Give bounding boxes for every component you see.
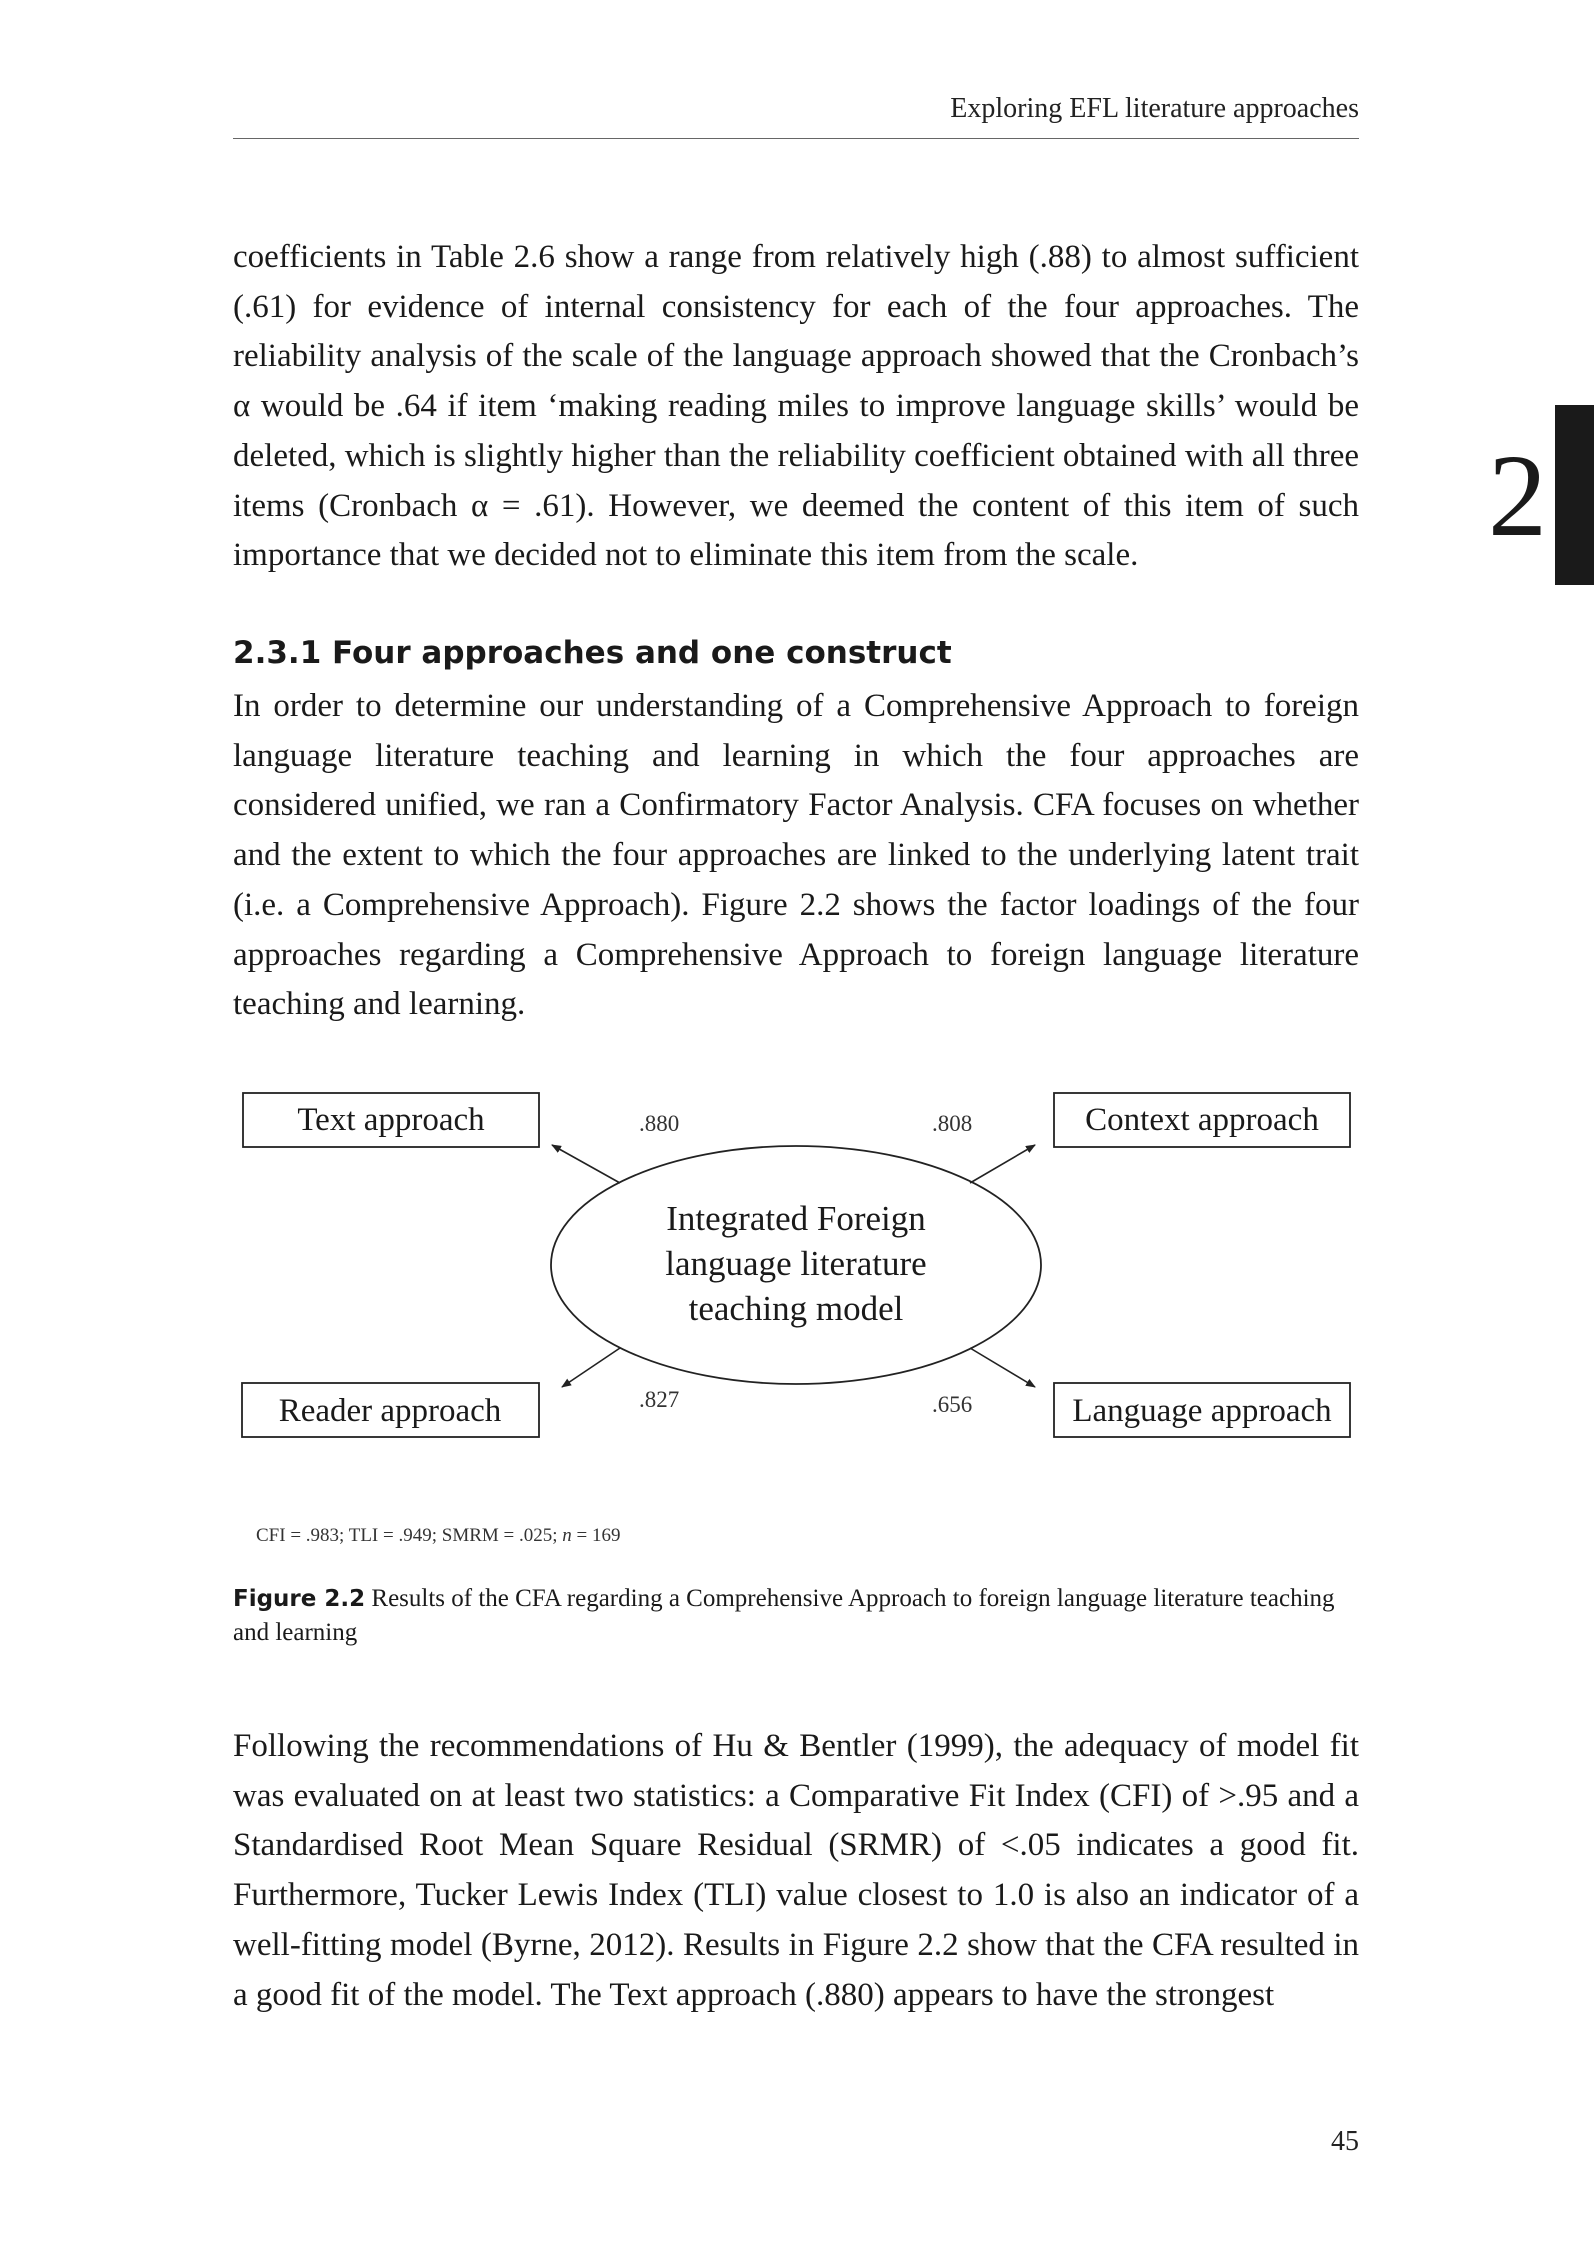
running-title: Exploring EFL literature approaches	[950, 93, 1359, 124]
arrow-to-text-approach	[552, 1145, 620, 1183]
reader-approach-label: Reader approach	[278, 1393, 502, 1429]
sample-size-value: = 169	[571, 1525, 621, 1546]
figure-caption-label: Figure 2.2	[233, 1586, 366, 1612]
paragraph-reliability: coefficients in Table 2.6 show a range from relatively high (.88) to almost sufficient (.61) for evidence of internal consistency for each of the four approaches. The reliability analysis of the scale of the language approach showed that the Cronbach’s α would be .64 if item ‘making reading miles to improve language skills’ would be deleted, which is slightly higher than the reliability coefficient obtained with all three items (Cronbach α = .61). However, we deemed the content of this item of such importance that we decided not to eliminate this item from the scale.	[233, 239, 1359, 574]
paragraph-cfa-intro: In order to determine our understanding of a Comprehensive Approach to foreign language literature teaching and learning in which the four approaches are considered unified, we ran a Confirmatory Factor Analysis. CFA focuses on whether and the extent to which the four approaches are linked to the underlying latent trait (i.e. a Comprehensive Approach). Figure 2.2 shows the factor loadings of the four approaches regarding a Comprehensive Approach to foreign language literature teaching and learning.	[233, 688, 1359, 1023]
running-header	[233, 88, 1359, 139]
fit-indices: CFI = .983; TLI = .949; SMRM = .025;	[256, 1525, 563, 1546]
loading-reader-approach: .827	[639, 1387, 680, 1412]
context-approach-label: Context approach	[1085, 1102, 1319, 1138]
arrow-to-context-approach	[970, 1145, 1035, 1183]
fit-statistics	[256, 1525, 621, 1547]
page-number: 45	[1331, 2126, 1359, 2157]
latent-construct-line-3: teaching model	[688, 1289, 904, 1328]
arrow-to-reader-approach	[562, 1348, 620, 1387]
text-approach-label: Text approach	[297, 1102, 485, 1138]
chapter-number: 2	[1488, 430, 1547, 561]
loading-context-approach: .808	[932, 1111, 973, 1136]
figure-caption-text: Results of the CFA regarding a Comprehensive Approach to foreign language literature teaching and learning	[233, 1585, 1335, 1646]
loading-language-approach: .656	[932, 1392, 973, 1417]
figure-caption	[233, 1582, 1359, 1650]
loading-text-approach: .880	[639, 1111, 680, 1136]
cfa-diagram	[230, 1085, 1360, 1555]
sample-size-symbol: n	[562, 1525, 572, 1546]
latent-construct-line-1: Integrated Foreign	[666, 1199, 926, 1238]
paragraph-model-fit: Following the recommendations of Hu & Bentler (1999), the adequacy of model fit was evaluated on at least two statistics: a Comparative Fit Index (CFI) of >.95 and a Standardised Root Mean Square Residual (SRMR) of <.05 indicates a good fit. Furthermore, Tucker Lewis Index (TLI) value closest to 1.0 is also an indicator of a well-fitting model (Byrne, 2012). Results in Figure 2.2 show that the CFA resulted in a good fit of the model. The Text approach (.880) appears to have the strongest	[233, 1728, 1359, 2013]
section-heading: 2.3.1 Four approaches and one construct	[233, 635, 952, 671]
cfa-figure	[230, 1085, 1360, 1555]
latent-construct-line-2: language literature	[665, 1244, 927, 1283]
language-approach-label: Language approach	[1072, 1393, 1332, 1429]
arrow-to-language-approach	[970, 1348, 1035, 1387]
chapter-tab	[1555, 405, 1594, 585]
